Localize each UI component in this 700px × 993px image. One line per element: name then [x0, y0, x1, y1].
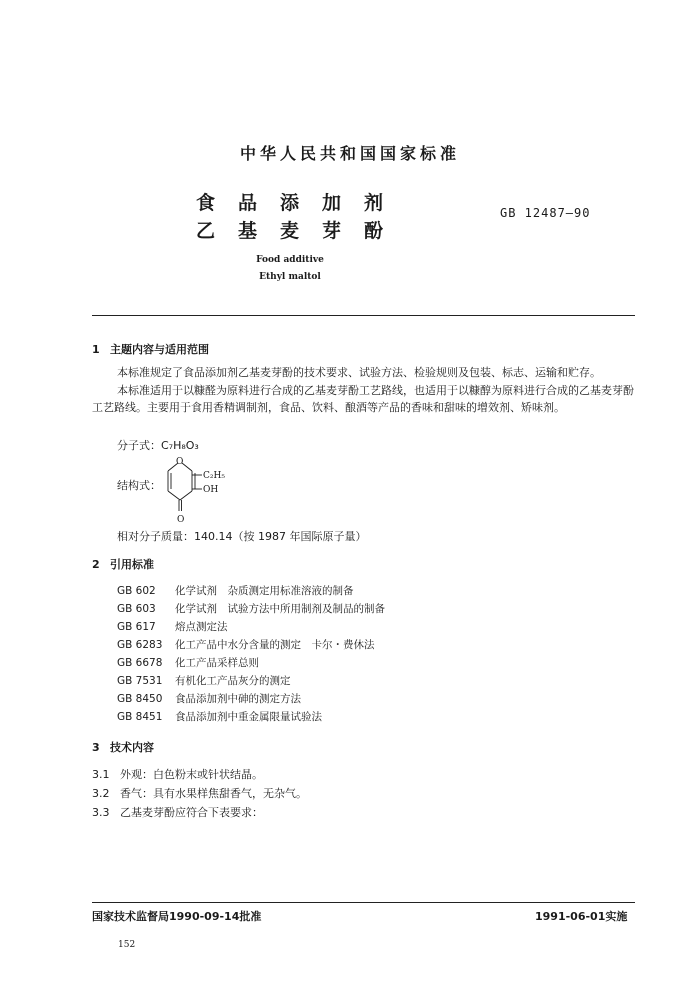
formula-value: C₇H₈O₃	[161, 439, 199, 452]
footer-rule	[92, 902, 635, 903]
standard-name: 中华人民共和国国家标准	[239, 144, 460, 163]
reference-row	[117, 655, 259, 670]
reference-row	[117, 673, 291, 688]
reference-title: 化学试剂 试验方法中所用制剂及制品的制备	[175, 603, 385, 615]
formula-label: 分子式：	[117, 439, 161, 452]
document-title-line2: 乙基麦芽酚	[196, 220, 407, 242]
reference-row	[117, 691, 301, 706]
hydroxyl-group: OH	[203, 485, 219, 495]
section2-number: 2	[92, 558, 100, 571]
section3-heading	[92, 739, 154, 755]
clause-text: 乙基麦芽酚应符合下表要求：	[120, 806, 263, 819]
reference-row	[117, 619, 228, 634]
section2-heading	[92, 556, 154, 572]
reference-code: GB 6283	[117, 639, 163, 651]
reference-title: 化工产品采样总则	[175, 657, 259, 669]
ring-oxygen-atom: O	[176, 457, 184, 467]
clause-number: 3.1	[92, 768, 110, 781]
section1-title: 主题内容与适用范围	[110, 343, 209, 356]
reference-row	[117, 637, 375, 652]
clause-item	[92, 766, 263, 782]
header-rule	[92, 315, 635, 316]
approval-date: 国家技术监督局1990-09-14批准	[92, 910, 262, 923]
structure-label: 结构式：	[117, 479, 161, 492]
reference-row	[117, 583, 354, 598]
clause-number: 3.2	[92, 787, 110, 800]
standard-code: GB 12487—90	[500, 206, 591, 220]
section1-paragraph1: 本标准规定了食品添加剂乙基麦芽酚的技术要求、试验方法、检验规则及包装、标志、运输和贮存。	[117, 366, 601, 379]
reference-code: GB 602	[117, 585, 156, 597]
section1-heading	[92, 341, 209, 357]
carbonyl-oxygen-atom: O	[177, 515, 185, 525]
section1-paragraph2: 本标准适用于以糠醛为原料进行合成的乙基麦芽酚工艺路线，也适用于以糠醇为原料进行合成的乙基麦芽酚工艺路线。主要用于食用香精调制剂，食品、饮料、酿酒等产品的香味和甜味的增效剂、矫味剂。	[92, 384, 634, 414]
reference-title: 化工产品中水分含量的测定 卡尔・费休法	[175, 639, 375, 651]
page-number: 152	[118, 940, 136, 950]
reference-title: 食品添加剂中重金属限量试验法	[175, 711, 322, 723]
document-title-line1: 食品添加剂	[196, 192, 407, 214]
section2-title: 引用标准	[110, 558, 154, 571]
reference-title: 有机化工产品灰分的测定	[175, 675, 291, 687]
reference-code: GB 8450	[117, 693, 163, 705]
reference-code: GB 617	[117, 621, 156, 633]
ethyl-group: C₂H₅	[203, 471, 225, 481]
structural-formula	[160, 455, 240, 527]
reference-code: GB 603	[117, 603, 156, 615]
reference-row	[117, 601, 385, 616]
reference-row	[117, 709, 322, 724]
reference-code: GB 7531	[117, 675, 163, 687]
section3-number: 3	[92, 741, 100, 754]
clause-item	[92, 785, 307, 801]
reference-title: 化学试剂 杂质测定用标准溶液的制备	[175, 585, 354, 597]
reference-title: 熔点测定法	[175, 621, 228, 633]
clause-text: 外观：白色粉末或针状结晶。	[120, 768, 263, 781]
reference-code: GB 8451	[117, 711, 163, 723]
clause-text: 香气：具有水果样焦甜香气，无杂气。	[120, 787, 307, 800]
clause-number: 3.3	[92, 806, 110, 819]
effective-date: 1991-06-01实施	[535, 910, 628, 923]
english-title-line1: Food additive	[256, 255, 324, 265]
reference-code: GB 6678	[117, 657, 163, 669]
section1-number: 1	[92, 343, 100, 356]
english-title-line2: Ethyl maltol	[259, 272, 321, 282]
section3-title: 技术内容	[110, 741, 154, 754]
molecular-mass: 相对分子质量：140.14（按 1987 年国际原子量）	[117, 530, 367, 543]
reference-title: 食品添加剂中砷的测定方法	[175, 693, 301, 705]
molecular-formula	[117, 437, 199, 454]
clause-item	[92, 804, 263, 820]
